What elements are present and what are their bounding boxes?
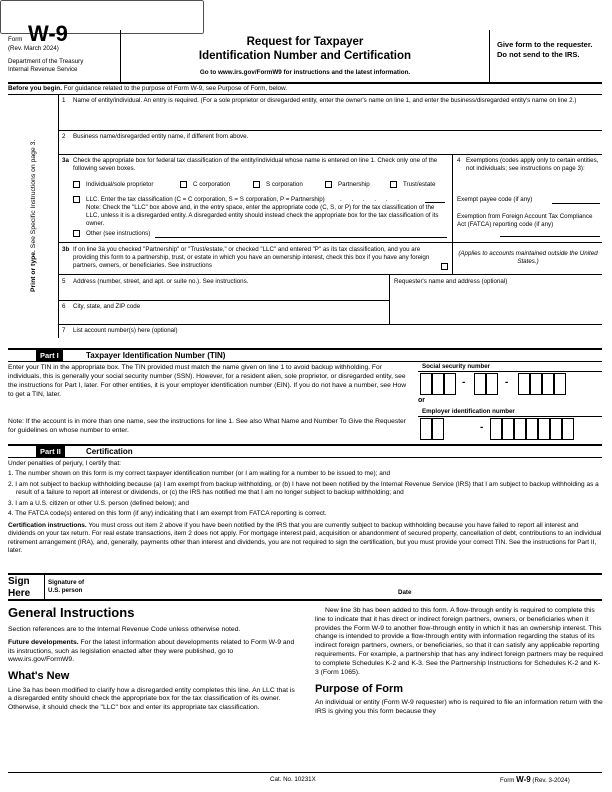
side-instruction-label: [30, 32, 38, 292]
llc-note: Note: Check the "LLC" box above and, in the entry space, enter the appropriate code (C, S, or P) for the tax classification of the LLC, unless it is a disregarded entity. A disregarded entity should instead check the appropriate box for the tax classification of its owner.: [86, 204, 439, 227]
form-title-line1: Request for Taxpayer: [246, 36, 364, 48]
other-classification-input[interactable]: [155, 230, 447, 238]
ein-digit[interactable]: [538, 418, 550, 440]
line5-label: Address (number, street, and apt. or suite no.). See instructions.: [73, 278, 249, 285]
checkbox-s-corporation[interactable]: [253, 181, 260, 188]
part1-label: Part I: [36, 350, 63, 361]
department: Department of the Treasury: [8, 58, 84, 65]
label-s-corporation: S corporation: [266, 181, 303, 188]
footer-form-number: W-9: [516, 775, 531, 784]
line3a-label: Check the appropriate box for federal tax classification of the entity/individual whose name is entered on line 1. Check only one of the following seven boxes.: [73, 157, 438, 172]
sign-word: Sign: [8, 576, 30, 587]
ein-digit[interactable]: [420, 418, 432, 440]
exempt-payee-label: Exempt payee code (if any): [457, 196, 533, 203]
ein-digit[interactable]: [514, 418, 526, 440]
line3b-label: If on line 3a you checked "Partnership" or "Trust/estate," or checked "LLC" and entered "P" as its tax classification, and you are providing this form to a partnership, trust, or estate in which you have an ownership interest, check this box if you have any foreign partners, owners, or beneficiaries. See instructions: [73, 246, 430, 269]
ssn-digit[interactable]: [542, 373, 554, 395]
instructions-left-column: [8, 605, 300, 717]
leader-dots: . . . . . .: [340, 196, 403, 203]
name-input[interactable]: [73, 114, 598, 128]
sign-here-label: [8, 576, 30, 599]
section-references: Section references are to the Internal Revenue Code unless otherwise noted.: [8, 625, 241, 633]
label-c-corporation: C corporation: [193, 181, 231, 188]
cert-item-3: 3. I am a U.S. citizen or other U.S. person (defined below); and: [8, 499, 190, 507]
give-form-notice: Give form to the requester. Do not send to the IRS.: [497, 40, 593, 60]
general-instructions-heading: General Instructions: [8, 605, 135, 620]
before-begin-text: For guidance related to the purpose of Form W-9, see Purpose of Form, below.: [63, 85, 288, 92]
part1-text: Enter your TIN in the appropriate box. The TIN provided must match the name given on line 1 to avoid backup withholding. For individuals, this is generally your social security number (SSN). However, for a resident alien, sole proprietor, or disregarded entity, see the instructions for Part I, later. For other entities, it is your employer identification number (EIN). If you do not have a number, see How to get a TIN, later.: [8, 364, 407, 398]
ssn-digit[interactable]: [420, 373, 432, 395]
cert-item-1: 1. The number shown on this form is my correct taxpayer identification number (or I am waiting for a number to be issued to me); and: [8, 470, 391, 478]
future-developments: [8, 639, 300, 665]
here-word: Here: [8, 587, 31, 599]
cert-item-2: 2. I am not subject to backup withholding because (a) I am exempt from backup withholding, or (b) I have not been notified by the Internal Revenue Service (IRS) that I am subject to backup withholding as a result of a failure to report all interest or dividends, or (c) the IRS has notified me that I am no longer subject to backup withholding; and: [8, 480, 599, 497]
line4-number: 4: [457, 157, 461, 164]
new-line-3b-text: New line 3b has been added to this form. A flow-through entity is required to complete this line to indicate that it has direct or indirect foreign partners, owners, or beneficiaries when it provides the Form W-9 to another flow-through entity in which it has an ownership interest. This change is intended to provide a flow-through entity with information regarding the status of its indirect foreign partners, owners, or beneficiaries, so that it can satisfy any applicable reporting requirements. For example, a partnership that has any indirect foreign partners may be required to complete Schedules K-2 and K-3. See the Partnership Instructions for Schedules K-2 and K-3 (Form 1065).: [315, 607, 603, 676]
revision-date: (Rev. March 2024): [8, 45, 59, 52]
llc-classification-input[interactable]: [425, 194, 445, 203]
cert-instructions: [8, 522, 602, 556]
label-llc: LLC. Enter the tax classification (C = C corporation, S = S corporation, P = Partnership): [86, 196, 325, 203]
ein-dash: -: [480, 422, 484, 433]
certification-body: [8, 460, 602, 555]
line6-label: City, state, and ZIP code: [73, 303, 141, 310]
ein-digit[interactable]: [502, 418, 514, 440]
applies-note: (Applies to accounts maintained outside the United States.): [458, 250, 598, 265]
footer-form-word: Form: [500, 777, 515, 784]
whats-new-text: Line 3a has been modified to clarify how a disregarded entity completes this line. An LLC that is a disregarded entity should check the appropriate box for the tax classification of its owner. Otherwise, it should check the "LLC" box and enter its appropriate tax classification.: [8, 686, 295, 712]
part2-label: Part II: [36, 446, 65, 457]
ein-digit[interactable]: [490, 418, 502, 440]
line6-number: 6: [62, 303, 66, 310]
purpose-text: An individual or entity (Form W-9 requester) who is required to file an information return with the IRS is giving you this form because they: [315, 698, 603, 715]
before-you-begin: [8, 85, 602, 93]
line3a-number: 3a: [62, 157, 69, 164]
city-state-zip-input[interactable]: [73, 311, 385, 323]
line1-number: 1: [62, 97, 66, 104]
ssn-dash: -: [505, 377, 509, 388]
ssn-digit[interactable]: [518, 373, 530, 395]
signature-input[interactable]: [95, 580, 395, 594]
signature-of: Signature of: [48, 579, 85, 586]
cert-intro: Under penalties of perjury, I certify that:: [8, 460, 121, 467]
label-trust-estate: Trust/estate: [403, 181, 436, 188]
goto-instructions: Go to www.irs.gov/FormW9 for instructions and the latest information.: [199, 69, 411, 76]
instructions-right-column: [315, 607, 603, 721]
purpose-heading: Purpose of Form: [315, 682, 404, 695]
future-developments-text: For the latest information about developments related to Form W-9 and its instructions, such as legislation enacted after they were published, go to www.irs.gov/FormW9.: [8, 638, 295, 664]
part1-note: Note: If the account is in more than one name, see the instructions for line 1. See also What Name and Number To Give the Requester for guidelines on whose number to enter.: [8, 418, 406, 434]
account-numbers-input[interactable]: [73, 335, 598, 345]
part1-title: Taxpayer Identification Number (TIN): [86, 351, 226, 360]
line2-number: 2: [62, 133, 66, 140]
address-input[interactable]: [73, 287, 385, 299]
ssn-dash: -: [462, 377, 466, 388]
whats-new-heading: What's New: [8, 670, 70, 683]
ssn-digit[interactable]: [474, 373, 486, 395]
label-partnership: Partnership: [338, 181, 370, 188]
line4-label: Exemptions (codes apply only to certain entities, not individuals; see instructions on page 3):: [466, 157, 599, 172]
future-developments-bold: Future developments.: [8, 638, 79, 646]
irs-label: Internal Revenue Service: [8, 66, 78, 73]
checkbox-individual[interactable]: [73, 181, 80, 188]
checkbox-foreign-partners[interactable]: [441, 263, 448, 270]
line5-number: 5: [62, 278, 66, 285]
cert-instructions-text: You must cross out item 2 above if you have been notified by the IRS that you are currently subject to backup withholding because you have failed to report all interest and dividends on your tax return. For real estate transactions, item 2 does not apply. For mortgage interest paid, acquisition or abandonment of secured property, cancellation of debt, contributions to an individual retirement arrangement (IRA), and, generally, payments other than interest and dividends, you are not required to sign the certification, but you must provide your correct TIN. See the instructions for Part II, later.: [8, 521, 602, 554]
requester-label: Requester's name and address (optional): [394, 278, 508, 285]
date-input[interactable]: [415, 584, 600, 596]
checkbox-partnership[interactable]: [325, 181, 332, 188]
business-name-input[interactable]: [73, 141, 598, 153]
form-number: W-9: [28, 21, 68, 46]
date-label: Date: [398, 589, 412, 596]
fatca-label: Exemption from Foreign Account Tax Compliance Act (FATCA) reporting code (if any): [457, 213, 593, 228]
before-begin-bold: Before you begin.: [8, 85, 62, 92]
checkbox-c-corporation[interactable]: [180, 181, 187, 188]
label-individual: Individual/sole proprietor: [86, 181, 154, 188]
ein-label: Employer identification number: [422, 408, 515, 415]
ein-digit[interactable]: [550, 418, 562, 440]
us-person: U.S. person: [48, 586, 83, 594]
ein-digit[interactable]: [432, 418, 444, 440]
print-or-type: Print or type.: [30, 250, 37, 292]
cert-instructions-bold: Certification instructions.: [8, 521, 87, 529]
or-label: or: [418, 397, 425, 404]
part2-title: Certification: [86, 447, 133, 456]
ssn-digit[interactable]: [486, 373, 498, 395]
signature-label: [48, 579, 84, 595]
ssn-digit[interactable]: [554, 373, 566, 395]
form-word: Form: [8, 36, 23, 43]
line1-label: Name of entity/individual. An entry is required. (For a sole proprietor or disregarded entity, enter the owner's name on line 1, and enter the business/disregarded entity's name on line 2.): [73, 97, 577, 104]
label-other: Other (see instructions): [86, 230, 151, 237]
line7-number: 7: [62, 327, 66, 334]
catalog-number: Cat. No. 10231X: [270, 776, 316, 783]
ssn-digit[interactable]: [432, 373, 444, 395]
exempt-payee-input[interactable]: [552, 196, 600, 204]
ein-digit[interactable]: [562, 418, 574, 440]
ssn-digit[interactable]: [530, 373, 542, 395]
footer-revision: (Rev. 3-2024): [532, 777, 570, 784]
checkbox-trust-estate[interactable]: [390, 181, 397, 188]
see-instructions: See Specific Instructions on page 3.: [30, 139, 37, 249]
fatca-input[interactable]: [500, 229, 600, 237]
line3b-number: 3b: [62, 246, 70, 253]
ein-digit[interactable]: [526, 418, 538, 440]
checkbox-other[interactable]: [73, 230, 80, 237]
ssn-label: Social security number: [422, 363, 491, 370]
footer-form-id: [500, 775, 570, 785]
checkbox-llc[interactable]: [73, 196, 80, 203]
line7-label: List account number(s) here (optional): [73, 327, 178, 334]
ssn-digit[interactable]: [444, 373, 456, 395]
form-title-line2: Identification Number and Certification: [198, 50, 412, 62]
line2-label: Business name/disregarded entity name, if different from above.: [73, 133, 249, 140]
cert-item-4: 4. The FATCA code(s) entered on this form (if any) indicating that I am exempt from FATCA reporting is correct.: [8, 510, 327, 518]
